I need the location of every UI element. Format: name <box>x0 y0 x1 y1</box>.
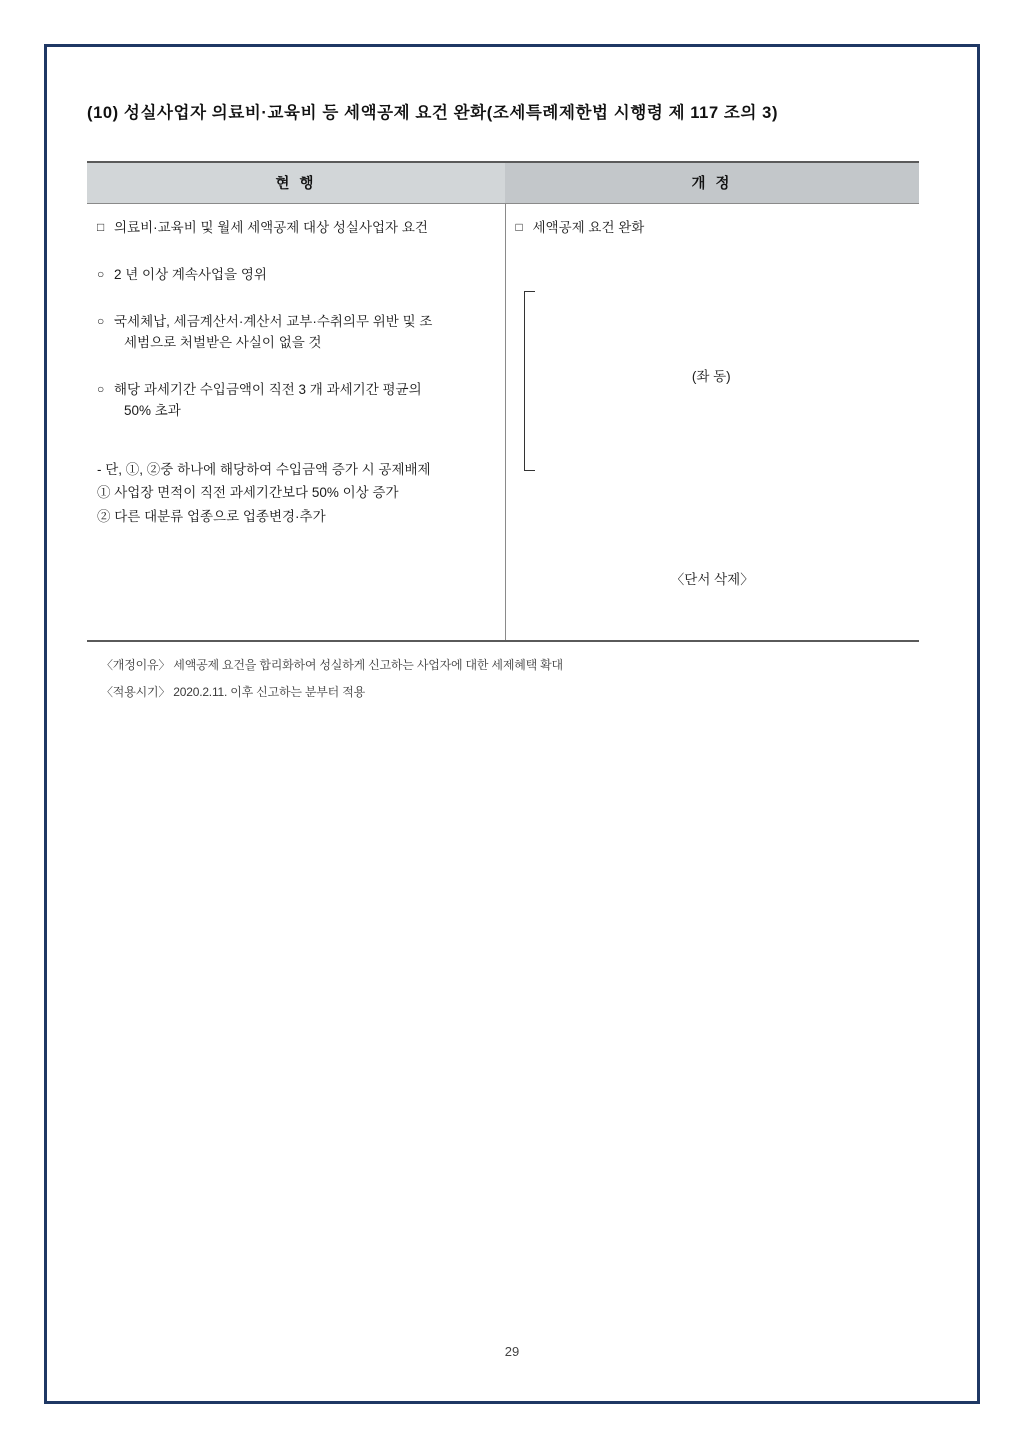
cell-current <box>87 204 505 642</box>
table-body-row <box>87 204 919 642</box>
page-number: 29 <box>504 1344 520 1359</box>
column-header-revised: 개 정 <box>505 162 919 204</box>
revised-same-block <box>516 239 908 439</box>
current-item-1 <box>97 218 493 239</box>
cell-revised <box>505 204 919 642</box>
current-proviso-dash: - 단, ①, ②중 하나에 해당하여 수입금액 증가 시 공제배제 <box>97 461 431 477</box>
current-item-1-text: 의료비·교육비 및 월세 세액공제 대상 성실사업자 요건 <box>114 220 428 235</box>
note-effective-date: 〈적용시기〉 2020.2.11. 이후 신고하는 분부터 적용 <box>101 685 365 699</box>
page-content <box>87 99 937 1401</box>
current-proviso-item-2: ② 다른 대분류 업종으로 업종변경·추가 <box>97 508 326 524</box>
note-reason: 〈개정이유〉 세액공제 요건을 합리화하여 성실하게 신고하는 사업자에 대한 세제혜택 확대 <box>101 658 563 672</box>
square-bullet-icon: □ <box>515 220 523 234</box>
revised-content <box>506 204 920 640</box>
current-item-2-text: 2 년 이상 계속사업을 영위 <box>114 266 267 282</box>
circle-bullet-icon: ○ <box>97 381 105 396</box>
current-content <box>87 204 505 640</box>
notes-section <box>87 656 919 700</box>
revised-item-1-text: 세액공제 요건 완화 <box>532 220 645 235</box>
column-header-current: 현 행 <box>87 162 505 204</box>
current-item-3-line2: 세범으로 처벌받은 사실이 없을 것 <box>124 334 322 350</box>
current-proviso-group <box>97 458 493 529</box>
current-item-4-line2: 50% 초과 <box>124 402 181 418</box>
page-title: (10) 성실사업자 의료비·교육비 등 세액공제 요건 완화(조세특례제한법 시행령 제 117 조의 3) <box>87 104 779 122</box>
current-item-3-line1: 국세체납, 세금계산서·계산서 교부·수취의무 위반 및 조 <box>114 313 433 329</box>
current-item-4-line1: 해당 과세기간 수입금액이 직전 3 개 과세기간 평균의 <box>114 381 422 397</box>
proviso-deleted-label: 〈단서 삭제〉 <box>670 572 754 587</box>
current-item-2 <box>97 265 493 286</box>
circle-bullet-icon: ○ <box>97 313 105 328</box>
document-page <box>44 44 980 1404</box>
current-proviso-item-1: ① 사업장 면적이 직전 과세기간보다 50% 이상 증가 <box>97 485 399 501</box>
comparison-table <box>87 161 919 642</box>
same-as-left-label: (좌 동) <box>691 368 731 384</box>
revised-item-1 <box>516 218 908 239</box>
table-header-row <box>87 162 919 204</box>
circle-bullet-icon: ○ <box>97 266 105 281</box>
current-item-4 <box>97 380 493 422</box>
current-item-3 <box>97 312 493 354</box>
square-bullet-icon: □ <box>97 220 105 234</box>
